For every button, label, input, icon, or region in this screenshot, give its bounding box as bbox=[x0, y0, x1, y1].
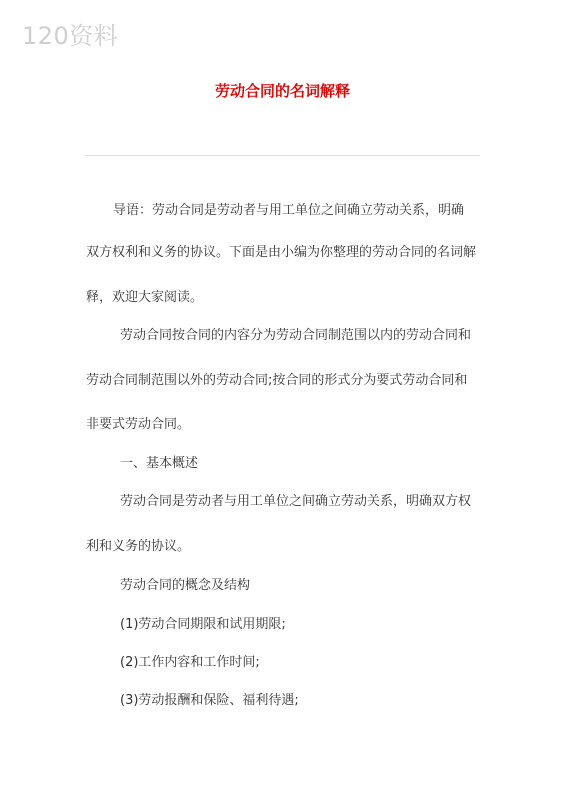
paragraph-line: 释，欢迎大家阅读。 bbox=[86, 290, 204, 305]
watermark: 120资料 bbox=[22, 22, 119, 50]
list-item: (3)劳动报酬和保险、福利待遇; bbox=[120, 693, 299, 708]
paragraph-line: 劳动合同按合同的内容分为劳动合同制范围以内的劳动合同和 bbox=[120, 328, 472, 343]
section-heading: 一、基本概述 bbox=[120, 456, 199, 471]
document-title: 劳动合同的名词解释 bbox=[214, 82, 350, 100]
paragraph-line: 非要式劳动合同。 bbox=[86, 417, 191, 432]
paragraph-line: 导语：劳动合同是劳动者与用工单位之间确立劳动关系，明确 bbox=[113, 203, 465, 218]
subsection-heading: 劳动合同的概念及结构 bbox=[120, 578, 251, 593]
title-divider bbox=[85, 155, 480, 156]
paragraph-line: 双方权利和义务的协议。下面是由小编为你整理的劳动合同的名词解 bbox=[86, 245, 477, 260]
list-item: (1)劳动合同期限和试用期限; bbox=[120, 617, 286, 632]
paragraph-line: 劳动合同是劳动者与用工单位之间确立劳动关系，明确双方权 bbox=[120, 494, 472, 509]
list-item: (2)工作内容和工作时间; bbox=[120, 655, 260, 670]
paragraph-line: 利和义务的协议。 bbox=[86, 539, 191, 554]
paragraph-line: 劳动合同制范围以外的劳动合同;按合同的形式分为要式劳动合同和 bbox=[86, 373, 468, 388]
